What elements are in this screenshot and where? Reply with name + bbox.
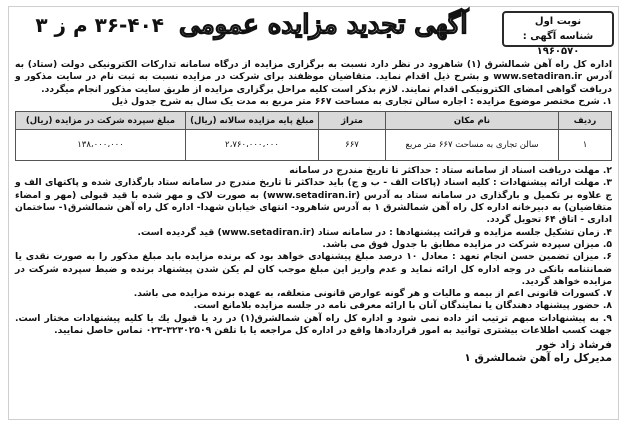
list-item: ۴. زمان تشکیل جلسه مزایده و قرائت پیشنهادها : در سامانه ستاد (www.setadiran.ir) قید گردیده است. (137, 226, 612, 238)
list-item: ۵. میزان سپرده شرکت در مزایده مطابق با جدول فوق می باشد. (322, 238, 612, 250)
cell-row: ۱ (559, 130, 612, 161)
badge-round: نوبت اول (534, 16, 582, 27)
list-item: ۶. میزان تضمین حسن انجام تعهد : معادل ۱۰ درصد مبلغ پیشنهادی خواهد بود که برنده مزایده باید مبلغ مذکور را به صورت نقدی یا ضمانتنامه بانکی در وجه اداره کل ارائه نماید و عدم واریز این مبلغ موجب کان لم یکن شدن پیشنهاد برنده و ضبط سپرده شرکت در مزایده خواهد گردید. (15, 251, 612, 287)
signatory-name: فرشاد زاد خور (536, 339, 612, 352)
col-area: متراژ (319, 112, 386, 130)
col-base-price: مبلغ پایه مزایده سالانه (ریال) (186, 112, 319, 130)
title-number: ۳۶-۴۰۴ م ز ۳ (35, 13, 164, 37)
auction-table (15, 111, 612, 161)
notice-header (9, 7, 618, 55)
list-item: ۳. مهلت ارائه پیشنهادات : کلیه اسناد (پاکات الف - ب و ج) باید حداکثر تا تاریخ مندرج در سامانه ستاد بارگذاری شده و پاکتهای الف و ج علاوه بر تکمیل و بارگذاری در سامانه ستاد به آدرس (www.setadiran.ir) به صورت لاک و مهر شده با قید قبولی (مهر و امضاء متقاضیان) به دبیرخانه اداره کل راه آهن شمالشرق ۱ به آدرس شاهرود- انتهای خیابان شهدا- اداره کل راه آهن شمالشرق۱- ساختمان اداری - اتاق ۶۴ تحویل گردد. (15, 177, 612, 226)
col-location: نام مکان (386, 112, 559, 130)
intro-website: www.setadiran.ir (493, 71, 583, 83)
col-deposit: مبلغ سپرده شرکت در مزایده (ریال) (16, 112, 186, 130)
intro-organization: اداره کل راه آهن شمالشرق (۱) شاهرود (428, 59, 612, 70)
cell-deposit: ۱۳۸،۰۰۰،۰۰۰ (16, 130, 186, 161)
notice-body (15, 59, 612, 365)
intro-text-1: در نظر دارد نسبت به برگزاری مزایده از درگاه سامانه تدارکات الکترونیکی دولت (ستاد) به آدرس (15, 59, 613, 83)
notice-badge (502, 11, 614, 57)
signatory-role: مدیرکل راه آهن شمالشرق ۱ (464, 352, 612, 365)
intro-text-2: و بشرح ذیل اقدام نماید. متقاضیان موظفند برای شرکت در مزایده نسبت به ثبت نام در سایت مذکور و دریافت گواهی امضای الکترونیکی اقدام نمایند. لازم بذکر است کلیه مراحل برگزاری مزایده از طریق سایت مذکور انجام میگردد. (15, 71, 612, 95)
title-text: آگهی تجدید مزایده عمومی (179, 10, 468, 40)
list-item: ۲. مهلت دریافت اسناد از سامانه ستاد : حداکثر تا تاریخ مندرج در سامانه (289, 165, 612, 177)
cell-area: ۶۶۷ (319, 130, 386, 161)
cell-location: سالن تجاری به مساحت ۶۶۷ متر مربع (386, 130, 559, 161)
badge-id: شناسه آگهی : ۱۹۶۰۵۷۰ (522, 31, 594, 57)
table-header-row (16, 112, 612, 130)
col-row: ردیف (559, 112, 612, 130)
list-item: ۸. حضور پیشنهاد دهندگان یا نمایندگان آنان با ارائه معرفی نامه در جلسه مزایده بلامانع است. (193, 300, 612, 312)
signature-block (15, 339, 612, 365)
notice-title (15, 10, 488, 50)
table-row (16, 130, 612, 161)
list-item: ۹. به پیشنهادات مبهم ترتیب اثر داده نمی شود و اداره کل راه آهن شمالشرق(۱) در رد یا قبول یك یا کلیه پیشنهادات مختار است. جهت کسب اطلاعات بیشتری توانید به امور قراردادها واقع در اداره کل مراجعه یا با تلفن ۳۲۳۰۲۵۰۹-۰۲۳ تماس حاصل نمایید. (15, 312, 612, 337)
conditions-list (15, 165, 612, 337)
tender-notice (8, 6, 619, 420)
cell-base-price: ۲،۷۶۰،۰۰۰،۰۰۰ (186, 130, 319, 161)
list-item: ۷. کسورات قانونی اعم از بیمه و مالیات و هر گونه عوارض قانونی متعلقه، به عهده برنده مزایده می باشد. (133, 288, 612, 300)
section-1-subject: ۱. شرح مختصر موضوع مزایده : اجاره سالن تجاری به مساحت ۶۶۷ متر مربع به مدت یک سال به شرح جدول ذیل (111, 95, 612, 107)
intro-paragraph (15, 59, 612, 96)
